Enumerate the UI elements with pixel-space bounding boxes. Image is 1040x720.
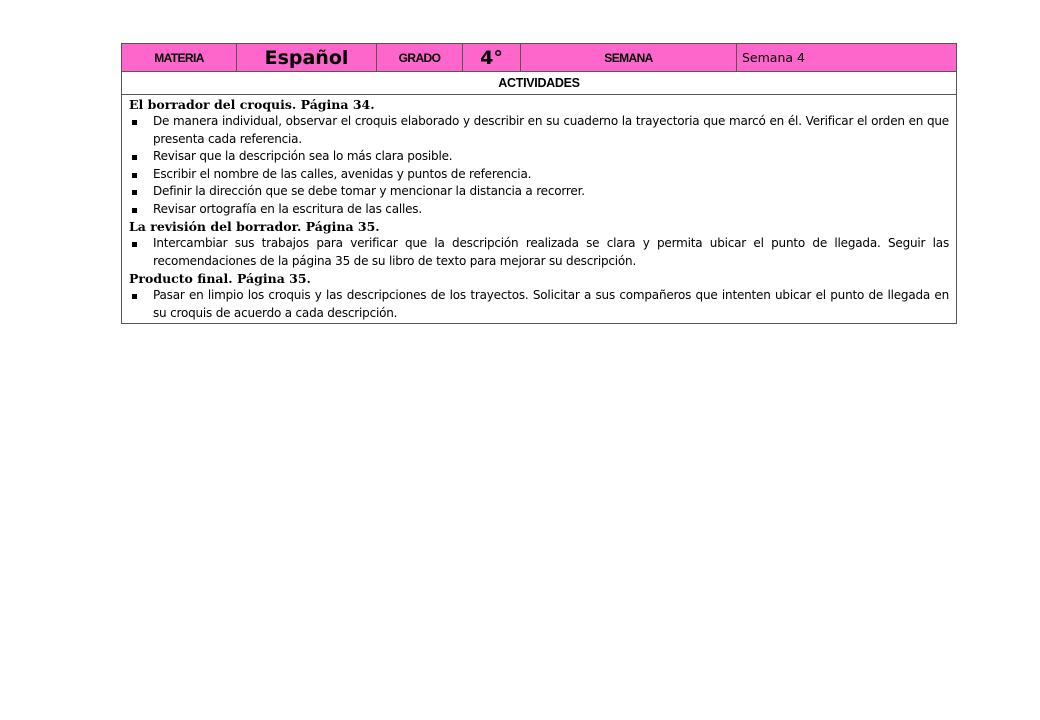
bullet-icon [132,190,137,195]
lesson-plan-page [121,43,956,324]
grado-value: 4° [463,44,521,72]
header-row [122,44,957,72]
list-item [129,235,949,270]
bullet-icon [132,208,137,213]
lesson-plan-table [121,43,957,324]
bullet-icon [132,242,137,247]
activities-content [122,95,957,324]
bullet-icon [132,155,137,160]
list-item-text: Revisar ortografía en la escritura de las calles. [153,201,422,216]
section-heading: El borrador del croquis. Página 34. [129,97,375,112]
list-item-text: Pasar en limpio los croquis y las descripciones de los trayectos. Solicitar a sus compañeros que intenten ubicar el punto de llegada en su croquis de acuerdo a cada descripción. [153,288,949,320]
activities-content-row [122,95,957,324]
list-item-text: De manera individual, observar el croquis elaborado y describir en su cuaderno la trayectoria que marcó en él. Verificar el orden en que presenta cada referencia. [153,114,949,146]
list-item [129,166,949,184]
activities-title: ACTIVIDADES [122,72,957,95]
list-item [129,113,949,148]
section-heading: La revisión del borrador. Página 35. [129,219,380,234]
list-item [129,183,949,201]
bullet-icon [132,120,137,125]
bullet-icon [132,294,137,299]
list-item-text: Revisar que la descripción sea lo más clara posible. [153,149,453,163]
semana-label: SEMANA [521,44,737,72]
list-item [129,148,949,166]
materia-value: Español [237,44,377,72]
activities-title-row [122,72,957,95]
activity-list [129,235,949,270]
materia-label: MATERIA [122,44,237,72]
activity-list [129,113,949,218]
list-item-text: Definir la dirección que se debe tomar y mencionar la distancia a recorrer. [153,184,585,198]
list-item [129,287,949,322]
list-item [129,201,949,219]
activity-list [129,287,949,322]
bullet-icon [132,173,137,178]
semana-value: Semana 4 [737,44,957,72]
list-item-text: Intercambiar sus trabajos para verificar que la descripción realizada se clara y permita ubicar el punto de llegada. Seguir las recomendaciones de la página 35 de su libro de texto para mejorar su descripción. [153,236,949,268]
section-heading: Producto final. Página 35. [129,271,311,286]
list-item-text: Escribir el nombre de las calles, avenidas y puntos de referencia. [153,166,532,181]
grado-label: GRADO [377,44,463,72]
